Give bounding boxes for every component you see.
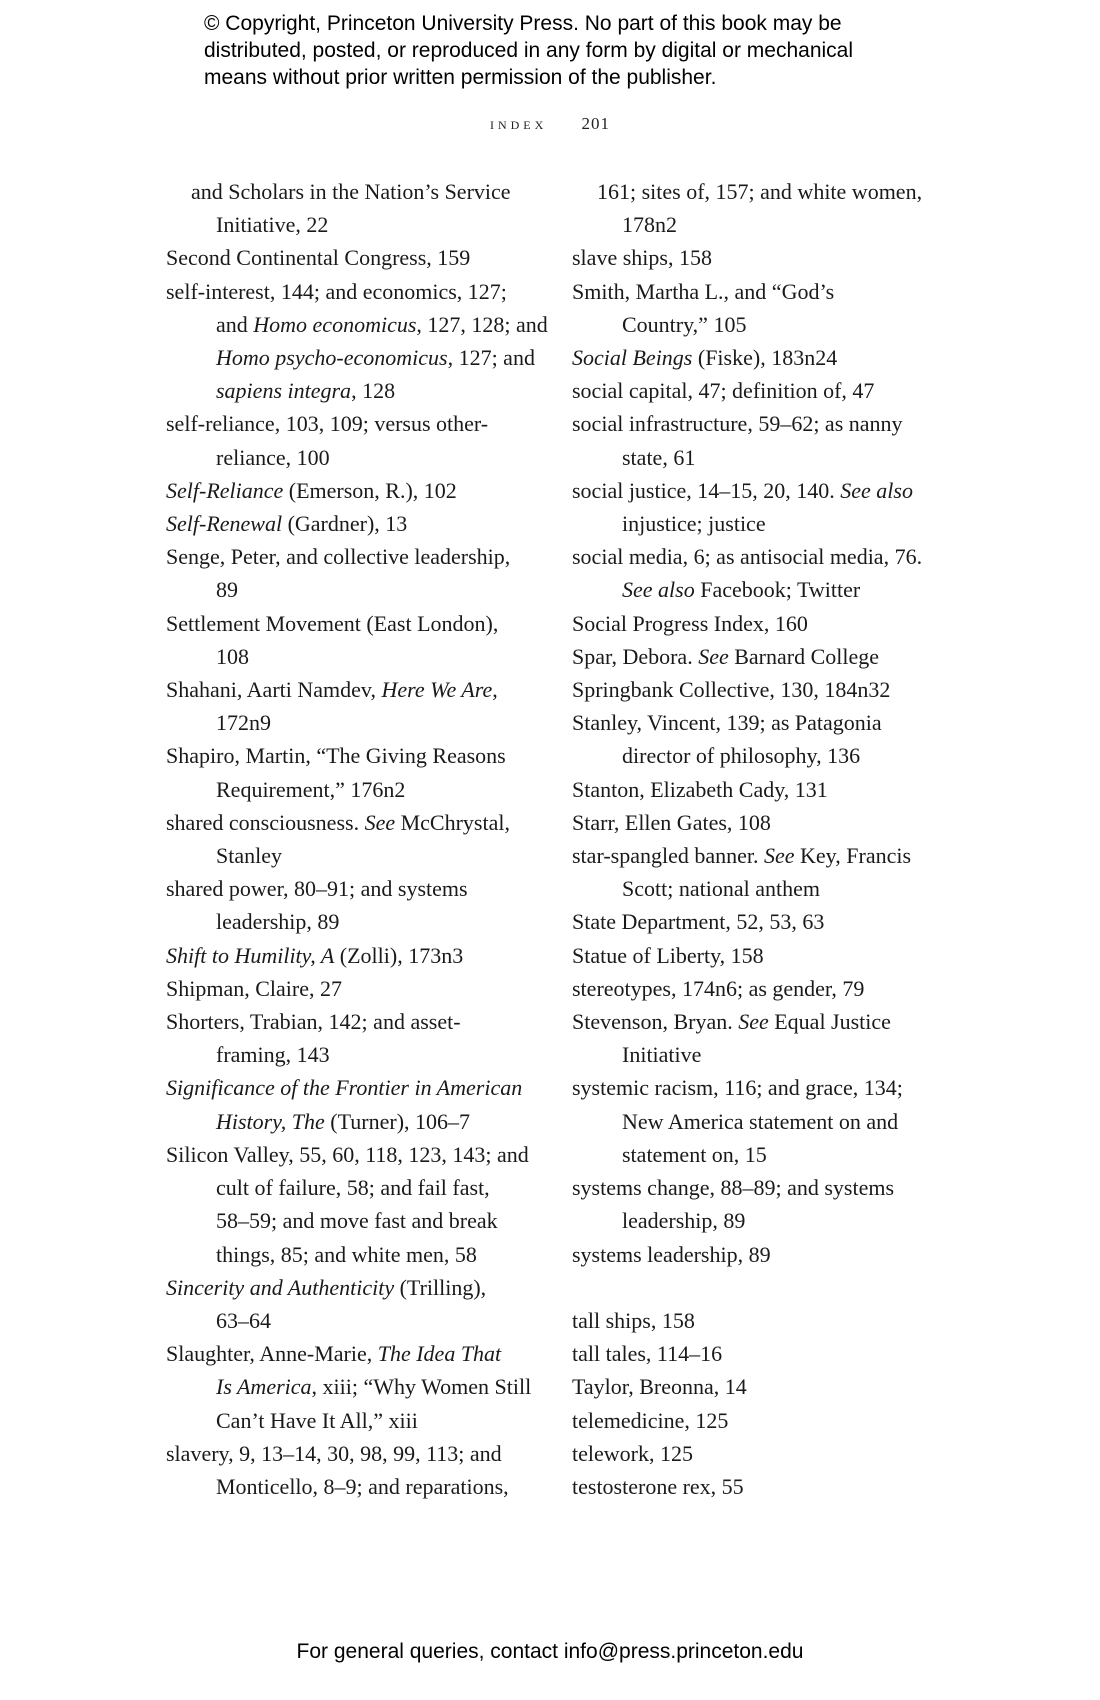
index-entry	[572, 1470, 942, 1503]
index-entry-line: systemic racism, 116; and grace, 134;	[572, 1075, 903, 1101]
index-entry-continued	[572, 175, 942, 241]
index-entry-line: reliance, 100	[216, 444, 330, 470]
index-entry	[166, 972, 536, 1005]
index-entry-line: Smith, Martha L., and “God’s	[572, 278, 835, 304]
index-entry-line: Springbank Collective, 130, 184n32	[572, 677, 891, 703]
index-entry	[572, 640, 942, 673]
index-entry-line: telework, 125	[572, 1440, 693, 1466]
index-entry	[166, 1337, 536, 1437]
index-entry	[166, 407, 536, 473]
index-entry-line: social capital, 47; definition of, 47	[572, 378, 875, 404]
index-entry-line: Stevenson, Bryan. See Equal Justice	[572, 1009, 891, 1035]
index-entry	[572, 1171, 942, 1237]
index-entry-line: framing, 143	[216, 1042, 330, 1068]
index-entry-line: Shipman, Claire, 27	[166, 975, 342, 1001]
index-entry-line: Shift to Humility, A (Zolli), 173n3	[166, 942, 464, 968]
index-entry	[572, 241, 942, 274]
index-entry-line: Self-Reliance (Emerson, R.), 102	[166, 477, 457, 503]
index-entry-line: injustice; justice	[622, 511, 766, 537]
index-entry-line: slave ships, 158	[572, 245, 712, 271]
index-entry-line: Social Progress Index, 160	[572, 610, 808, 636]
index-entry-line: Settlement Movement (East London),	[166, 610, 499, 636]
index-entry-line: Starr, Ellen Gates, 108	[572, 809, 771, 835]
index-entry	[572, 839, 942, 905]
index-entry-line: shared power, 80–91; and systems	[166, 876, 468, 902]
index-entry	[572, 374, 942, 407]
index-entry	[572, 1437, 942, 1470]
index-entry-line: self-interest, 144; and economics, 127;	[166, 278, 507, 304]
index-entry	[166, 540, 536, 606]
index-entry-line: self-reliance, 103, 109; versus other-	[166, 411, 489, 437]
index-entry-line: tall ships, 158	[572, 1307, 695, 1333]
index-entry-line: Initiative	[622, 1042, 702, 1068]
index-entry-line: social infrastructure, 59–62; as nanny	[572, 411, 903, 437]
index-column-left	[166, 175, 548, 1503]
index-entry-line: Self-Renewal (Gardner), 13	[166, 511, 408, 537]
index-entry-line: 58–59; and move fast and break	[216, 1208, 498, 1234]
index-entry-line: leadership, 89	[216, 909, 340, 935]
copyright-notice	[204, 10, 924, 91]
index-entry	[166, 1138, 536, 1271]
index-entry-line: testosterone rex, 55	[572, 1473, 744, 1499]
index-entry	[572, 407, 942, 473]
index-entry-line: things, 85; and white men, 58	[216, 1241, 477, 1267]
index-entry	[166, 739, 536, 805]
index-entry-line: and Homo economicus, 127, 128; and	[216, 311, 548, 337]
index-entry	[572, 275, 942, 341]
index-entry	[572, 773, 942, 806]
index-column-right	[572, 175, 942, 1503]
index-entry	[572, 1337, 942, 1370]
index-entry-line: telemedicine, 125	[572, 1407, 729, 1433]
index-entry-line: star-spangled banner. See Key, Francis	[572, 843, 912, 869]
index-entry	[166, 939, 536, 972]
index-entry-line: 108	[216, 643, 249, 669]
index-entry-line: Stanley	[216, 843, 282, 869]
running-head	[0, 114, 1100, 134]
index-entry-line: History, The (Turner), 106–7	[216, 1108, 471, 1134]
copyright-line: distributed, posted, or reproduced in any form by digital or mechanical	[204, 39, 854, 62]
index-entry-line: 89	[216, 577, 238, 603]
index-entry-line: shared consciousness. See McChrystal,	[166, 809, 510, 835]
index-entry-line: Slaughter, Anne-Marie, The Idea That	[166, 1341, 502, 1367]
index-entry-line: and Scholars in the Nation’s Service	[191, 179, 511, 204]
index-entry-line: 161; sites of, 157; and white women,	[597, 179, 923, 204]
index-entry	[166, 673, 536, 739]
index-entry-line: Stanton, Elizabeth Cady, 131	[572, 776, 828, 802]
index-entry-line: state, 61	[622, 444, 696, 470]
index-entry	[166, 474, 536, 507]
index-entry-line: Sincerity and Authenticity (Trilling),	[166, 1274, 487, 1300]
index-entry	[166, 1271, 536, 1337]
index-entry-line: Significance of the Frontier in American	[166, 1075, 523, 1101]
index-entry	[166, 241, 536, 274]
index-entry-continued	[166, 175, 536, 241]
index-entry-line: social media, 6; as antisocial media, 76.	[572, 544, 923, 570]
index-entry-line: systems leadership, 89	[572, 1241, 771, 1267]
index-entry-line: Initiative, 22	[216, 212, 329, 238]
index-entry	[572, 1404, 942, 1437]
index-entry-line: Shorters, Trabian, 142; and asset-	[166, 1009, 461, 1035]
index-entry-line: Second Continental Congress, 159	[166, 245, 471, 271]
index-entry	[572, 540, 942, 606]
index-entry	[572, 341, 942, 374]
index-entry-line: New America statement on and	[622, 1108, 899, 1134]
index-entry-line: Silicon Valley, 55, 60, 118, 123, 143; and	[166, 1141, 529, 1167]
index-entry	[572, 1238, 942, 1271]
index-entry-line: Can’t Have It All,” xiii	[216, 1407, 418, 1433]
index-entry	[166, 1437, 536, 1503]
index-entry	[166, 872, 536, 938]
index-entry-line: Statue of Liberty, 158	[572, 942, 764, 968]
index-entry	[572, 806, 942, 839]
letter-gap	[572, 1271, 942, 1304]
index-entry-line: Is America, xiii; “Why Women Still	[216, 1374, 532, 1400]
index-entry-line: cult of failure, 58; and fail fast,	[216, 1175, 490, 1201]
copyright-line: means without prior written permission of the publisher.	[204, 66, 717, 89]
index-entry-line: Requirement,” 176n2	[216, 776, 406, 802]
index-entry-line: statement on, 15	[622, 1141, 767, 1167]
index-entry	[572, 1304, 942, 1337]
index-entry-line: stereotypes, 174n6; as gender, 79	[572, 975, 865, 1001]
index-entry-line: Scott; national anthem	[622, 876, 820, 902]
index-entry-line: 172n9	[216, 710, 271, 736]
index-entry	[572, 706, 942, 772]
index-entry-line: systems change, 88–89; and systems	[572, 1175, 895, 1201]
footer-contact: For general queries, contact info@press.princeton.edu	[296, 1640, 804, 1663]
index-entry	[572, 1005, 942, 1071]
index-entry-line: Senge, Peter, and collective leadership,	[166, 544, 511, 570]
index-entry-line: Country,” 105	[622, 311, 747, 337]
index-entry	[572, 474, 942, 540]
index-entry	[166, 1071, 536, 1137]
index-entry-line: social justice, 14–15, 20, 140. See also	[572, 477, 913, 503]
index-entry-line: leadership, 89	[622, 1208, 746, 1234]
index-entry	[166, 806, 536, 872]
index-entry-line: director of philosophy, 136	[622, 743, 861, 769]
index-entry	[166, 507, 536, 540]
index-entry-line: State Department, 52, 53, 63	[572, 909, 825, 935]
index-entry-line: tall tales, 114–16	[572, 1341, 723, 1367]
index-entry	[572, 939, 942, 972]
index-entry	[166, 1005, 536, 1071]
index-entry	[572, 607, 942, 640]
index-entry	[572, 905, 942, 938]
index-entry-line: See also Facebook; Twitter	[622, 577, 861, 603]
index-entry	[572, 673, 942, 706]
copyright-line: © Copyright, Princeton University Press. No part of this book may be	[204, 12, 842, 35]
index-entry-line: Homo psycho-economicus, 127; and	[216, 345, 535, 371]
index-entry-line: sapiens integra, 128	[216, 378, 396, 404]
index-entry-line: Shahani, Aarti Namdev, Here We Are,	[166, 677, 498, 703]
index-entry-line: Spar, Debora. See Barnard College	[572, 643, 880, 669]
index-entry-line: Monticello, 8–9; and reparations,	[216, 1473, 509, 1499]
index-entry	[166, 607, 536, 673]
running-head-title: index	[489, 114, 548, 133]
index-entry-line: 63–64	[216, 1307, 271, 1333]
index-entry-line: Shapiro, Martin, “The Giving Reasons	[166, 743, 506, 769]
index-entry-line: Stanley, Vincent, 139; as Patagonia	[572, 710, 882, 736]
index-entry	[166, 275, 548, 408]
index-entry	[572, 1071, 942, 1171]
index-entry-line: slavery, 9, 13–14, 30, 98, 99, 113; and	[166, 1440, 502, 1466]
index-entry	[572, 972, 942, 1005]
index-entry	[572, 1370, 942, 1403]
page-number: 201	[581, 114, 611, 133]
index-entry-line: Taylor, Breonna, 14	[572, 1374, 747, 1400]
index-entry-line: 178n2	[622, 212, 677, 238]
index-entry-line: Social Beings (Fiske), 183n24	[572, 345, 838, 371]
